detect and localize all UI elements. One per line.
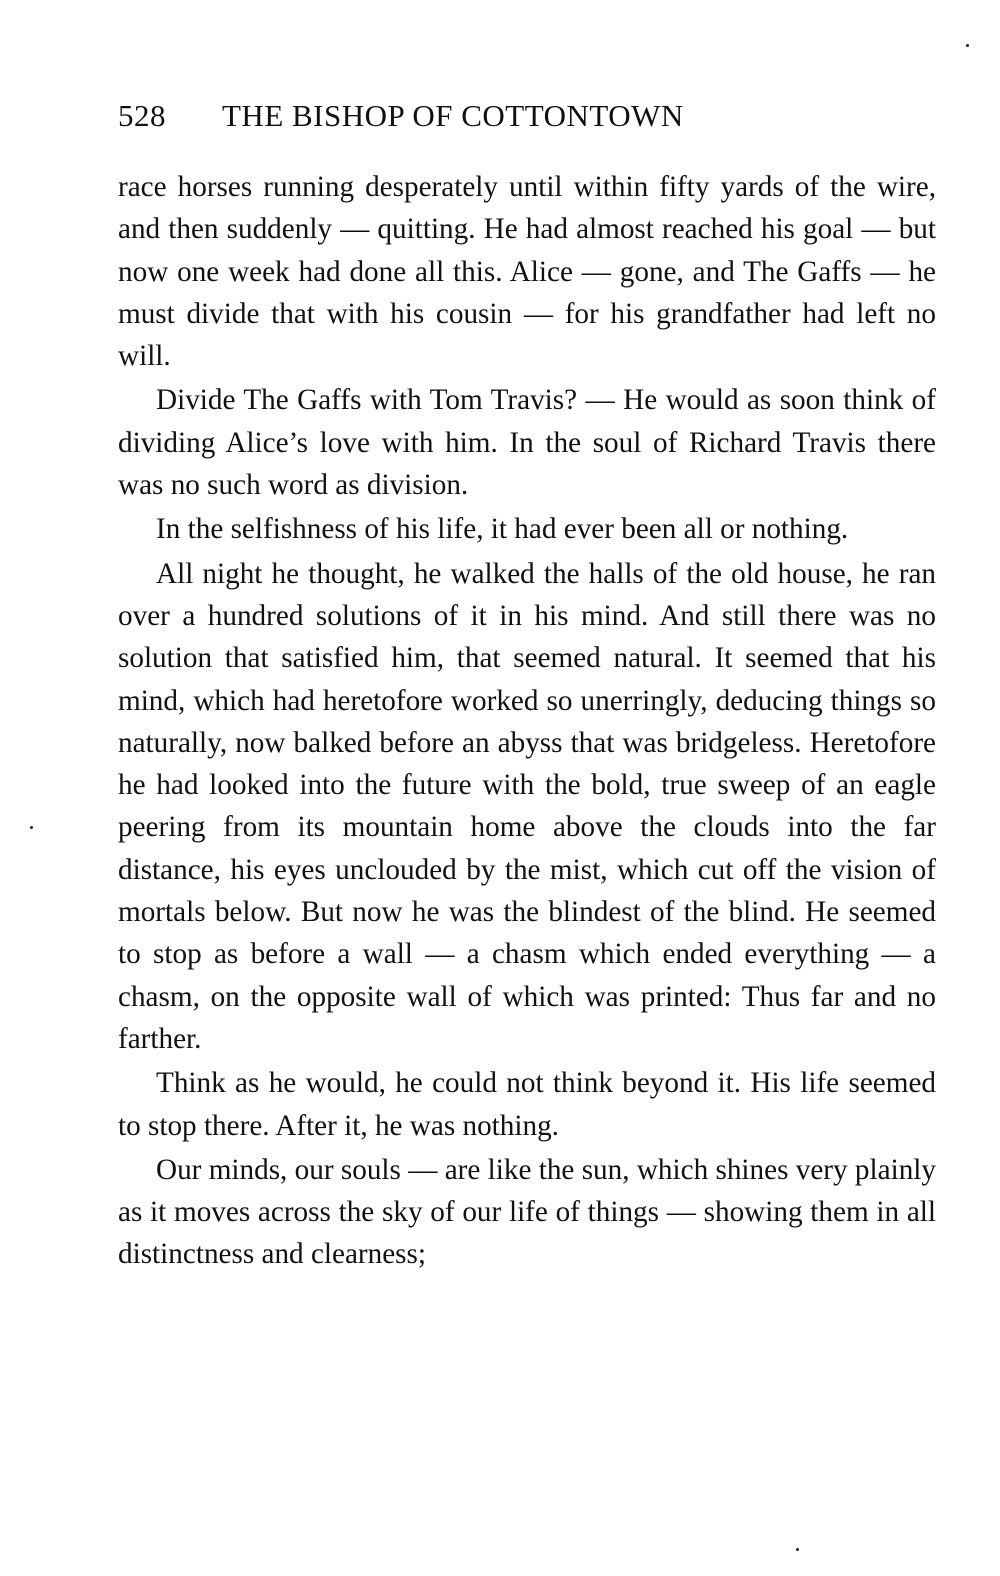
paragraph-6: Our minds, our souls — are like the sun, which shines very plainly as it moves across the sky of our life of things — showing them in all distinctness and clearness; — [118, 1153, 936, 1271]
page-number: 528 — [118, 98, 166, 133]
paragraph-3: In the selfishness of his life, it had ever been all or nothing. — [156, 513, 849, 546]
paragraph-4: All night he thought, he walked the halls of the old house, he ran over a hundred solutions of it in his mind. And still there was no solution that satisfied him, that seemed natural. It seemed that his mind, which had heretofore worked so unerringly, deducing things so naturally, now balked before an abyss that was bridgeless. Heretofore he had looked into the future with the bold, true sweep of an eagle peering from its mountain home above the clouds into the far distance, his eyes unclouded by the mist, which cut off the vision of mortals below. But now he was the blindest of the blind. He seemed to stop as before a wall — a chasm which ended everything — a chasm, on the opposite wall of which was printed: Thus far and no farther. — [118, 557, 936, 1055]
paragraph-2: Divide The Gaffs with Tom Travis? — He would as soon think of dividing Alice’s love with him. In the soul of Richard Travis there was no such word as division. — [118, 384, 936, 502]
scan-speck — [966, 44, 969, 47]
scan-speck — [30, 826, 33, 829]
paragraph-5: Think as he would, he could not think beyond it. His life seemed to stop there. After it, he was nothing. — [118, 1067, 936, 1142]
scan-speck — [796, 1548, 799, 1551]
running-head — [118, 98, 938, 142]
paragraph-1: race horses running desperately until within fifty yards of the wire, and then suddenly — quitting. He had almost reached his goal — but now one week had done all this. Alice — gone, and The Gaffs — he must divide that with his cousin — for his grandfather had left no will. — [118, 171, 936, 373]
running-title: THE BISHOP OF COTTONTOWN — [222, 98, 684, 133]
body-text — [118, 166, 936, 1276]
